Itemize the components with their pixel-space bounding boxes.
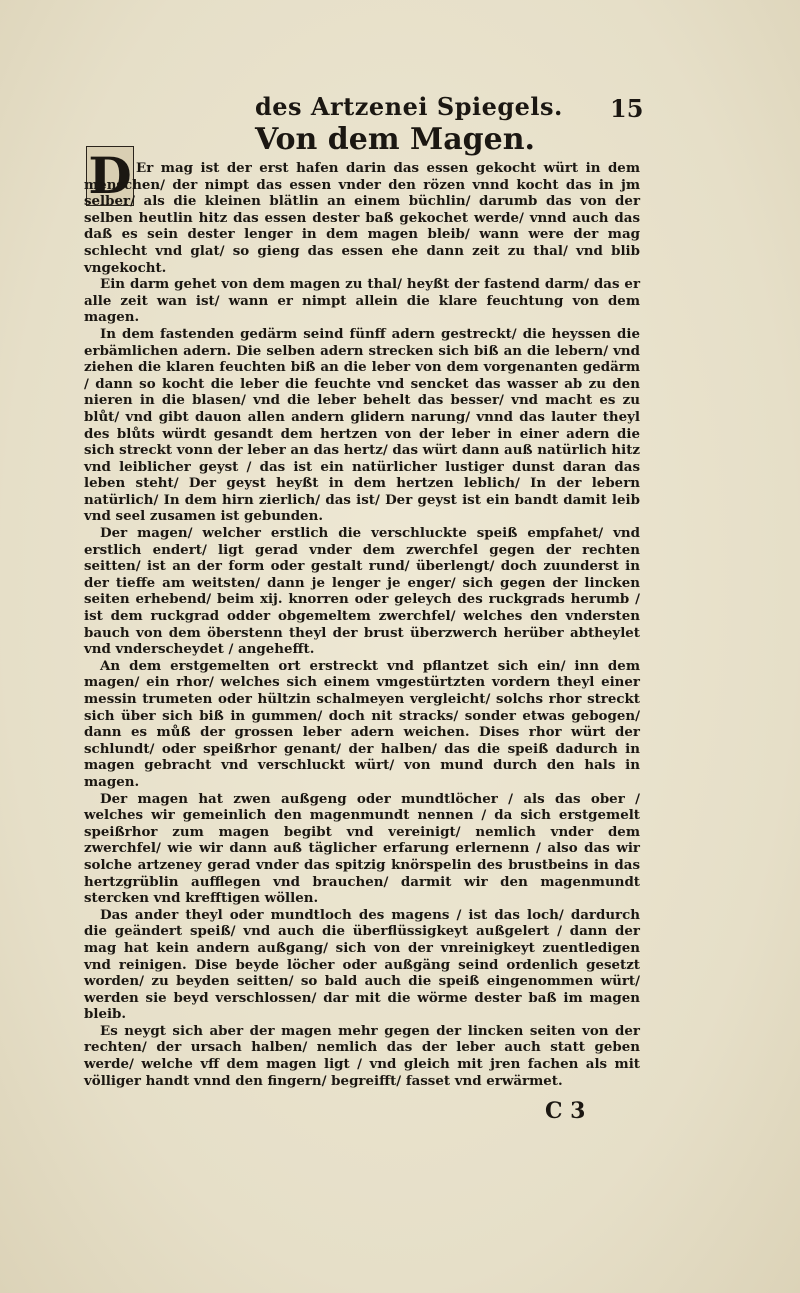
paragraph: Es neygt sich aber der magen mehr gegen der lincken seiten von der rechten/ der ursach halben/ nemlich das der leber auch statt geben werde/ welche vff dem magen ligt / vnd gleich mit jren fachen als mit völliger handt vnnd den fingern/ begreifft/ fasset vnd erwärmet.	[84, 1022, 640, 1089]
paragraph: Das ander theyl oder mundtloch des magens / ist das loch/ dardurch die geändert speiß/ vnd auch die überflüssigkeyt außgelert / dann der mag hat kein andern außgang/ sich von der vnreinigkeyt zuentledigen vnd reinigen. Dise beyde löcher oder außgäng seind ordenlich gesetzt worden/ zu beyden seitten/ so bald auch die speiß eingenommen würt/ werden sie beyd verschlossen/ dar mit die wörme dester baß im magen bleib.	[84, 906, 640, 1023]
paragraph: Ein darm gehet von dem magen zu thal/ heyßt der fastend darm/ das er alle zeit wan ist/ wann er nimpt allein die klare feuchtung von dem magen.	[84, 276, 640, 326]
chapter-title: Von dem Magen.	[255, 122, 536, 157]
decorated-initial: D	[86, 146, 134, 206]
signature-mark: C 3	[545, 1098, 586, 1124]
paragraph: Er mag ist der erst hafen darin das essen gekocht würt in dem menschen/ der nimpt das essen vnder den rözen vnnd kocht das in jm selber/ als die kleinen blätlin an einem büchlin/ darumb das von der selben heutlin hitz das essen dester baß gekochet werde/ vnnd auch das daß es sein dester lenger in dem magen bleib/ wann were der mag schlecht vnd glat/ so gieng das essen ehe dann zeit zu thal/ vnd blib vngekocht.	[84, 160, 640, 276]
paragraph: An dem erstgemelten ort erstreckt vnd pflantzet sich ein/ inn dem magen/ ein rhor/ welches sich einem vmgestürtzten vordern theyl einer messin trumeten oder hültzin schalmeyen vergleicht/ solchs rhor streckt sich über sich biß in gummen/ doch nit stracks/ sonder etwas gebogen/ dann es můß der grossen leber adern weichen. Dises rhor würt der schlundt/ oder speißrhor genant/ der halben/ das die speiß dadurch in magen gebracht vnd verschluckt würt/ von mund durch den hals in magen.	[84, 657, 640, 790]
paragraph: Der magen hat zwen außgeng oder mundtlöcher / als das ober / welches wir gemeinlich den magenmundt nennen / da sich erstgemelt speißrhor zum magen begibt vnd vereinigt/ nemlich vnder dem zwerchfel/ wie wir dann auß täglicher erfarung erlernenn / also das wir solche artzeney gerad vnder das spitzig knörspelin des brustbeins in das hertzgrüblin aufflegen vnd brauchen/ darmit wir den magenmundt stercken vnd krefftigen wöllen.	[84, 790, 640, 907]
paragraph: Der magen/ welcher erstlich die verschluckte speiß empfahet/ vnd erstlich endert/ ligt gerad vnder dem zwerchfel gegen der rechten seitten/ ist an der form oder gestalt rund/ überlengt/ doch zuunderst in der tieffe am weitsten/ dann je lenger je enger/ sich gegen der lincken seiten erhebend/ beim xij. knorren oder geleych des ruckgrads herumb / ist dem ruckgrad odder obgemeltem zwerchfel/ welches den vndersten bauch von dem öberstenn theyl der brust überzwerch herüber abtheylet vnd vnderscheydet / angehefft.	[84, 525, 640, 658]
running-head: des Artzenei Spiegels.	[255, 92, 563, 121]
body-text	[84, 160, 640, 1089]
page-number: 15	[610, 94, 644, 123]
paragraph: In dem fastenden gedärm seind fünff adern gestreckt/ die heyssen die erbämlichen adern. Die selben adern strecken sich biß an die lebern/ vnd ziehen die klaren feuchten biß an die leber von dem vorgenanten gedärm / dann so kocht die leber die feuchte vnd sencket das wasser ab zu den nieren in die blasen/ vnd die leber behelt das besser/ vnd macht es zu blůt/ vnd gibt dauon allen andern glidern narung/ vnnd das lauter theyl des blůts würdt gesandt dem hertzen von der leber in einer adern die sich streckt vonn der leber an das hertz/ das würt dann auß natürlich hitz vnd leiblicher geyst / das ist ein natürlicher lustiger dunst daran das leben steht/ Der geyst heyßt in dem hertzen leblich/ In der lebern natürlich/ In dem hirn zierlich/ das ist/ Der geyst ist ein bandt damit leib vnd seel zusamen ist gebunden.	[84, 325, 640, 525]
